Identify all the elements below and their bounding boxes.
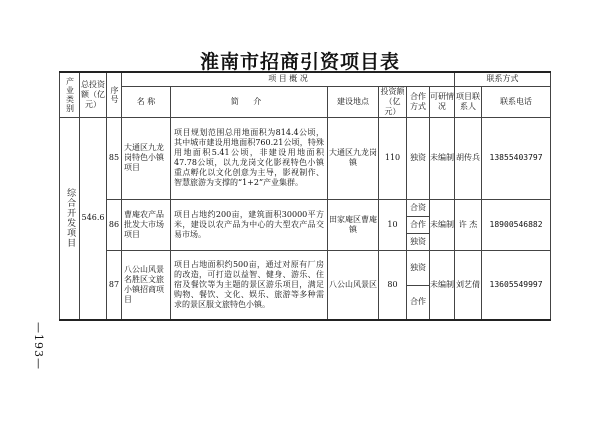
project-phone: 13855403797	[482, 117, 551, 199]
project-location: 大通区九龙岗镇	[328, 117, 379, 199]
project-intro: 项目占地约200亩，建筑面积30000平方米，建设以农产品为中心的大型农产品交易市场。	[171, 199, 328, 250]
project-cooperation: 独资	[407, 233, 430, 250]
project-investment: 110	[379, 117, 407, 199]
category-name: 综合开发项目	[60, 117, 80, 320]
project-seq: 85	[107, 117, 122, 199]
project-contact: 许 杰	[455, 199, 482, 250]
project-cooperation: 合作	[407, 285, 430, 320]
table-row	[60, 117, 551, 199]
table-row	[60, 199, 551, 216]
project-name: 八公山风景名胜区文旅小镇招商项目	[122, 250, 171, 320]
header-feasibility: 可研情况	[430, 86, 455, 117]
project-investment: 10	[379, 199, 407, 250]
header-intro: 简 介	[171, 86, 328, 117]
project-cooperation: 合作	[407, 216, 430, 233]
header-cooperation: 合作方式	[407, 86, 430, 117]
header-phone: 联系电话	[482, 86, 551, 117]
project-seq: 87	[107, 250, 122, 320]
project-location: 田家庵区曹庵镇	[328, 199, 379, 250]
investment-table	[59, 71, 551, 321]
project-contact: 胡传兵	[455, 117, 482, 199]
page-number: —193—	[32, 322, 45, 370]
table-row	[60, 250, 551, 285]
project-location: 八公山风景区	[328, 250, 379, 320]
project-feasibility: 未编制	[430, 250, 455, 320]
project-cooperation: 独资	[407, 250, 430, 285]
project-cooperation: 合资	[407, 199, 430, 216]
project-feasibility: 未编制	[430, 199, 455, 250]
project-intro: 项目占地面积约500亩，通过对原有厂房的改造，可打造以益智、健身、游乐、住宿及餐饮等为主题的景区游乐项目，满足购物、餐饮、文化、娱乐、旅游等多种需求的景区服文旅特色小镇。	[171, 250, 328, 320]
header-row-1	[60, 72, 551, 86]
header-contact-person: 项目联系人	[455, 86, 482, 117]
header-contact-group: 联系方式	[455, 72, 551, 86]
project-investment: 80	[379, 250, 407, 320]
project-feasibility: 未编制	[430, 117, 455, 199]
header-name: 名 称	[122, 86, 171, 117]
header-industry-category: 产业类别	[60, 72, 80, 117]
header-total-investment: 总投资额（亿元）	[80, 72, 107, 117]
header-row-2	[60, 86, 551, 117]
header-investment: 投资额（亿元）	[380, 86, 405, 116]
header-seq: 序号	[107, 72, 122, 117]
page-title: 淮南市招商引资项目表	[199, 51, 400, 73]
project-phone: 18900546882	[482, 199, 551, 250]
project-name: 大通区九龙岗特色小镇项目	[122, 117, 171, 199]
project-name: 曹庵农产品批发大市场项目	[122, 199, 171, 250]
project-intro: 项目规划范围总用地面积为814.4公顷，其中城市建设用地面积760.21公顷，特殊用地面积5.41公顷，非建设用地面积47.78公顷，以九龙岗文化影视特色小镇重点孵化以文化创意为主导，影视制作、智慧旅游为支撑的“1+2”产业集群。	[171, 117, 328, 199]
category-total-investment: 546.6	[80, 117, 107, 320]
header-location: 建设地点	[328, 86, 379, 117]
project-phone: 13605549997	[482, 250, 551, 320]
project-contact: 刘艺倩	[455, 250, 482, 320]
header-overview-group: 项 目 概 况	[122, 72, 455, 86]
project-seq: 86	[107, 199, 122, 250]
project-cooperation: 独资	[407, 117, 430, 199]
